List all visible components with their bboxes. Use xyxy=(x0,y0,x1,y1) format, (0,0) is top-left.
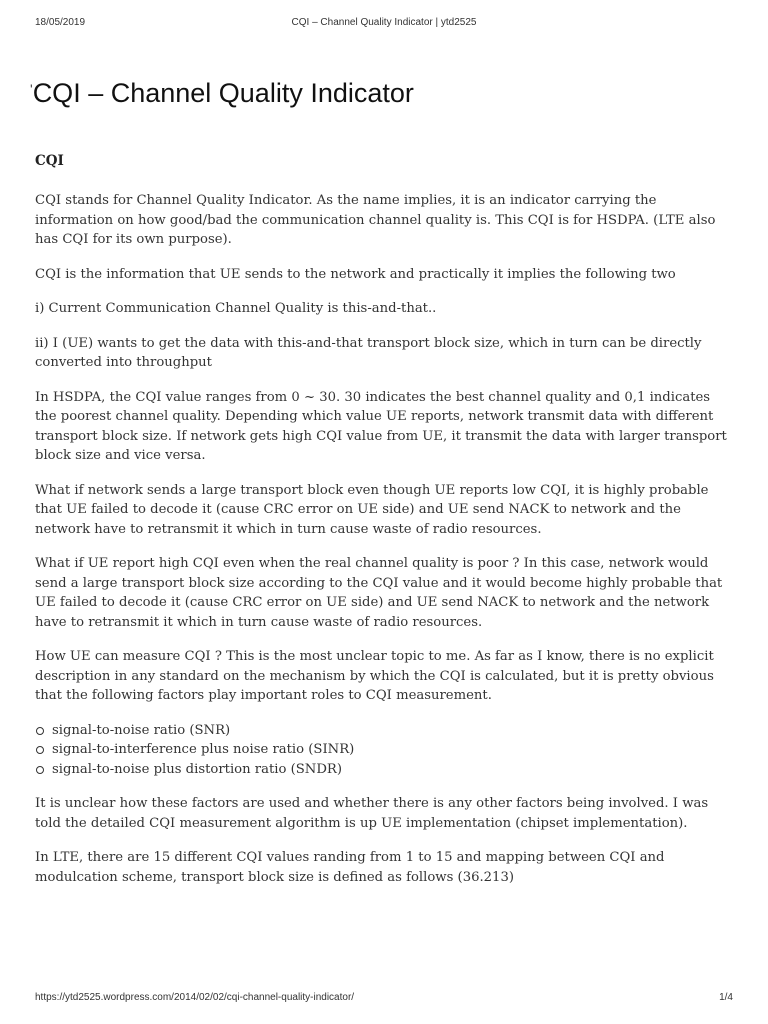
print-header xyxy=(35,17,733,31)
print-footer xyxy=(35,992,733,1006)
paragraph: In HSDPA, the CQI value ranges from 0 ~ 30. 30 indicates the best channel quality and 0,1 indicates the poorest channel quality. Depending which value UE reports, network transmit data with different transport block size. If network gets high CQI value from UE, it transmit the data with larger transport block size and vice versa. xyxy=(35,389,727,463)
print-url: https://ytd2525.wordpress.com/2014/02/02/cqi-channel-quality-indicator/ xyxy=(35,992,355,1003)
print-date: 18/05/2019 xyxy=(35,17,86,28)
article-content xyxy=(35,150,735,902)
paragraph: CQI stands for Channel Quality Indicator. As the name implies, it is an indicator carrying the information on how good/bad the communication channel quality is. This CQI is for HSDPA. (LTE also has CQI for its own purpose). xyxy=(35,193,716,247)
paragraph: i) Current Communication Channel Quality is this-and-that.. xyxy=(35,301,437,316)
paragraph: ii) I (UE) wants to get the data with this-and-that transport block size, which in turn can be directly converted into throughput xyxy=(35,335,702,370)
paragraph: What if network sends a large transport block even though UE reports low CQI, it is highly probable that UE failed to decode it (cause CRC error on UE side) and UE send NACK to network and the network have to retransmit it which in turn cause waste of radio resources. xyxy=(35,482,709,537)
article-title xyxy=(30,78,414,109)
paragraph: What if UE report high CQI even when the real channel quality is poor ? In this case, network would send a large transport block size according to the CQI value and it would become highly probable that UE failed to decode it (cause CRC error on UE side) and UE send NACK to network and the network have to retransmit it which in turn cause waste of radio resources. xyxy=(35,556,723,630)
paragraph: CQI is the information that UE sends to the network and practically it implies the following two xyxy=(35,266,676,282)
paragraph: In LTE, there are 15 different CQI values randing from 1 to 15 and mapping between CQI and modulcation scheme, transport block size is defined as follows (36.213) xyxy=(35,850,665,885)
paragraph: It is unclear how these factors are used and whether there is any other factors being involved. I was told the detailed CQI measurement algorithm is up UE implementation (chipset implementation). xyxy=(35,796,709,831)
section-heading: CQI xyxy=(35,153,64,169)
title-mark: ' xyxy=(30,81,33,97)
article-title-text: CQI – Channel Quality Indicator xyxy=(32,78,414,108)
print-page-title: CQI – Channel Quality Indicator | ytd2525 xyxy=(291,17,477,28)
paragraph: How UE can measure CQI ? This is the most unclear topic to me. As far as I know, there is no explicit description in any standard on the mechanism by which the CQI is calculated, but it is pretty obvious that the following factors play important roles to CQI measurement. xyxy=(35,649,714,703)
list-item: signal-to-noise ratio (SNR) xyxy=(35,721,735,741)
page-number: 1/4 xyxy=(719,992,733,1003)
list-item: signal-to-interference plus noise ratio (SINR) xyxy=(35,740,735,760)
factor-list xyxy=(35,721,735,780)
list-item: signal-to-noise plus distortion ratio (SNDR) xyxy=(35,760,735,780)
